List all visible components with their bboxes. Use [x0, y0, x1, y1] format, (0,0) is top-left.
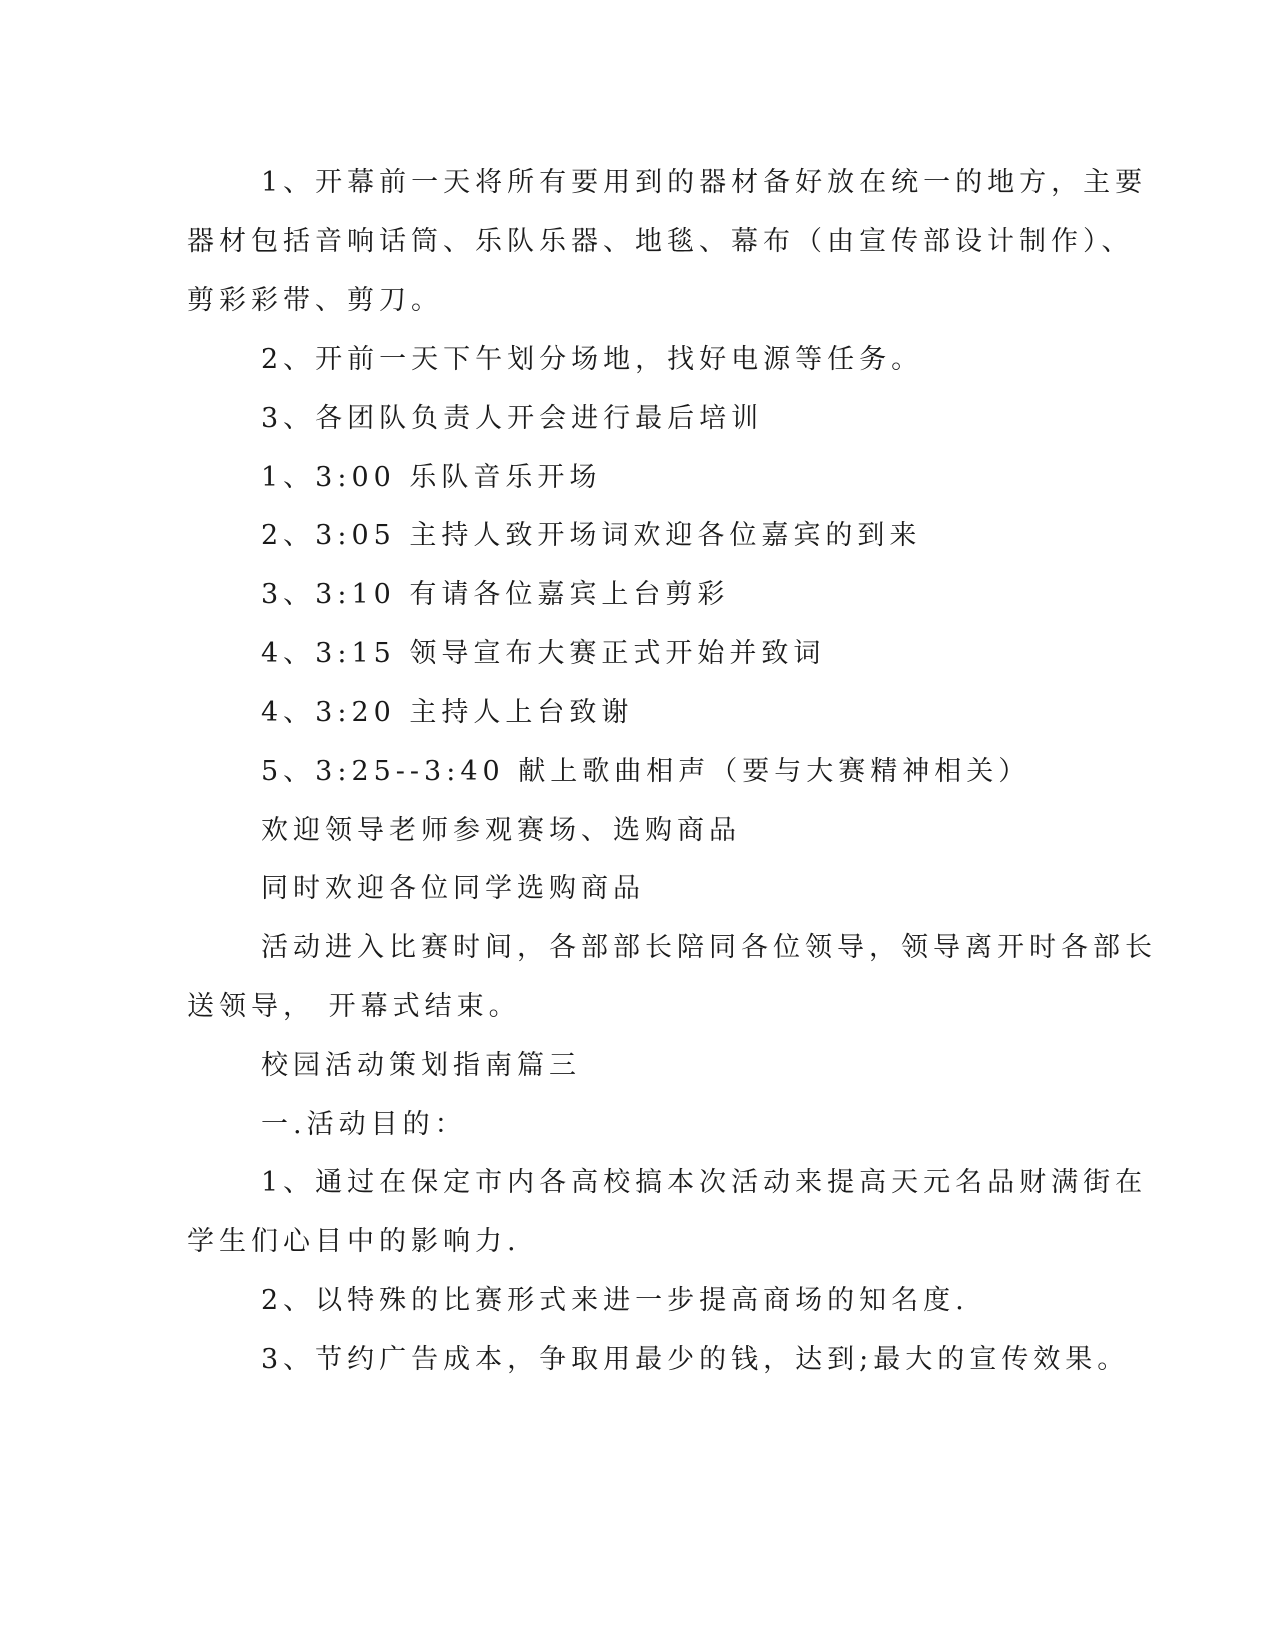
text-line: 送领导， 开幕式结束。 [187, 991, 521, 1022]
text-line: 剪彩彩带、剪刀。 [187, 285, 443, 316]
text-line: 1、3:00 乐队音乐开场 [261, 462, 602, 493]
text-line: 3、各团队负责人开会进行最后培训 [261, 403, 764, 434]
text-line: 2、以特殊的比赛形式来进一步提高商场的知名度. [261, 1285, 969, 1316]
subsection-heading: 一.活动目的： [261, 1109, 467, 1140]
text-line: 欢迎领导老师参观赛场、选购商品 [261, 815, 741, 846]
text-line: 4、3:20 主持人上台致谢 [261, 697, 634, 728]
section-heading: 校园活动策划指南篇三 [261, 1050, 581, 1081]
text-line: 2、3:05 主持人致开场词欢迎各位嘉宾的到来 [261, 520, 922, 551]
text-line: 学生们心目中的影响力. [187, 1226, 521, 1257]
text-line: 4、3:15 领导宣布大赛正式开始并致词 [261, 638, 826, 669]
text-line: 3、3:10 有请各位嘉宾上台剪彩 [261, 579, 730, 610]
text-line: 2、开前一天下午划分场地，找好电源等任务。 [261, 344, 924, 375]
text-line: 器材包括音响话筒、乐队乐器、地毯、幕布（由宣传部设计制作）、 [187, 226, 1134, 257]
text-line: 活动进入比赛时间，各部部长陪同各位领导，领导离开时各部长 [261, 932, 1157, 963]
text-line: 同时欢迎各位同学选购商品 [261, 873, 645, 904]
text-line: 5、3:25--3:40 献上歌曲相声（要与大赛精神相关） [261, 756, 1031, 787]
text-line: 1、通过在保定市内各高校搞本次活动来提高天元名品财满街在 [261, 1167, 1148, 1198]
text-line: 3、节约广告成本，争取用最少的钱，达到;最大的宣传效果。 [261, 1344, 1130, 1375]
text-line: 1、开幕前一天将所有要用到的器材备好放在统一的地方，主要 [261, 167, 1148, 198]
